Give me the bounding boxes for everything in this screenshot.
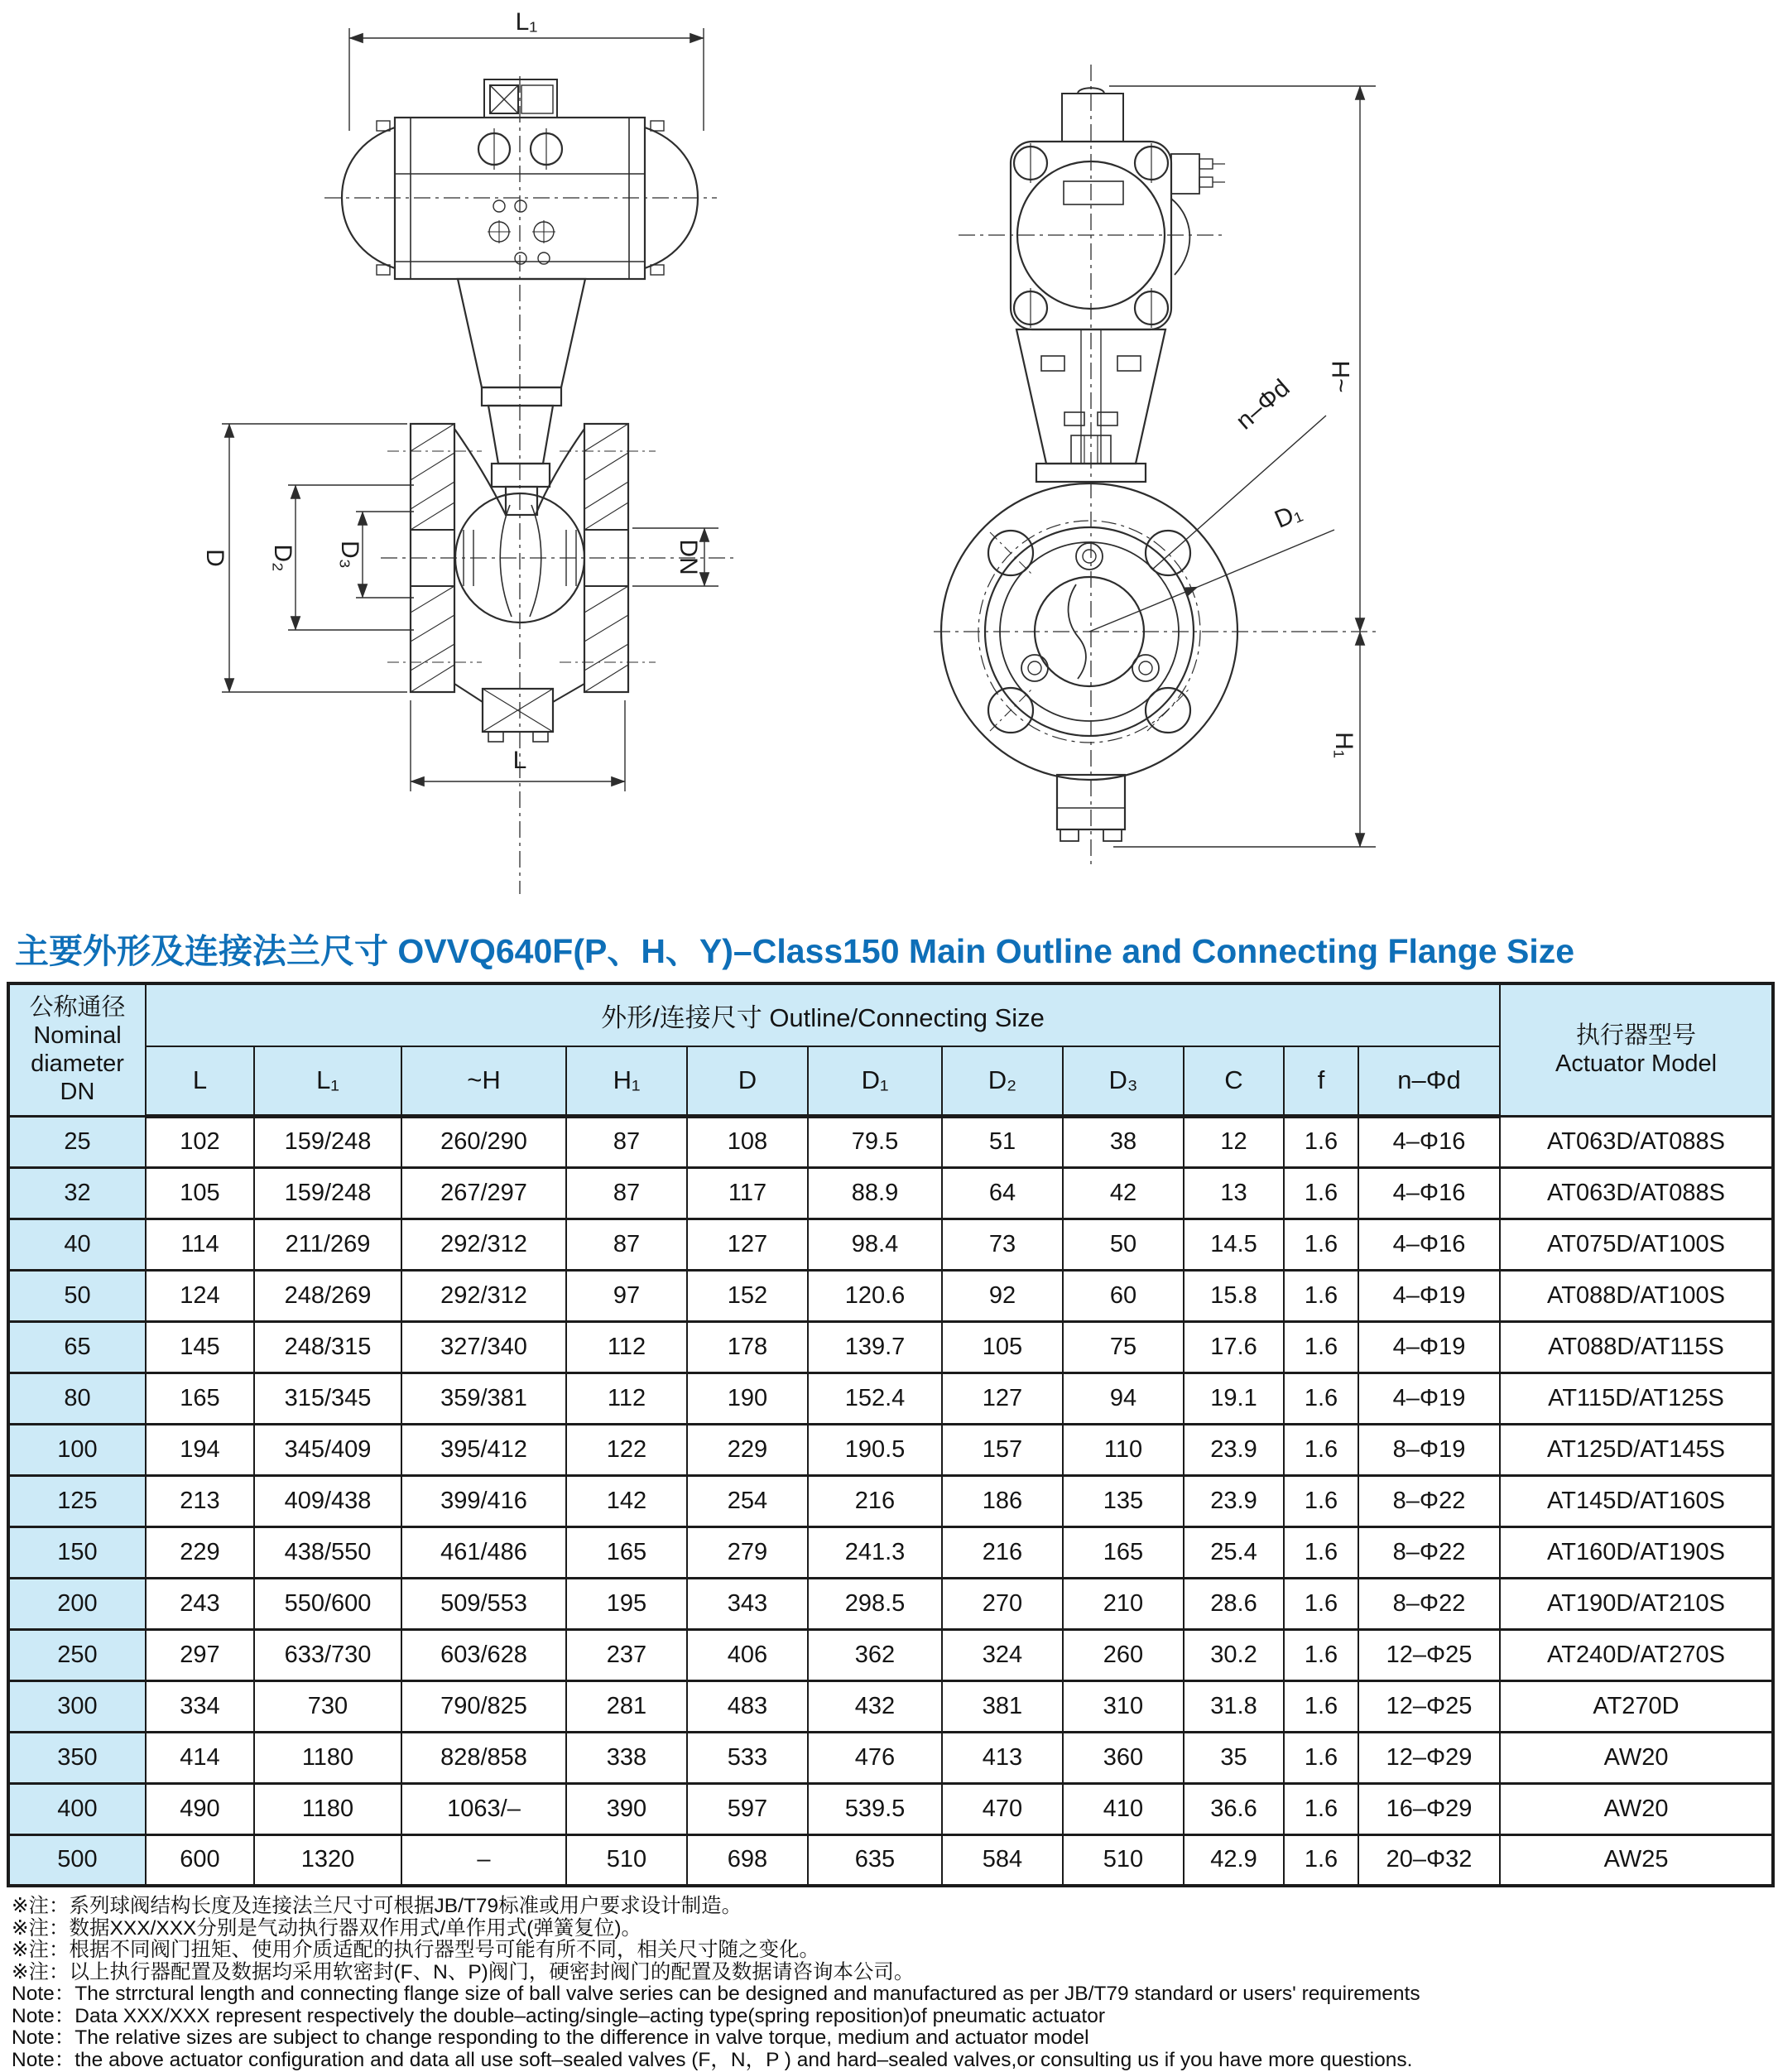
dimension-cell: 152 bbox=[687, 1270, 808, 1321]
dimension-cell: 25.4 bbox=[1184, 1526, 1284, 1578]
dimension-cell: 216 bbox=[808, 1475, 942, 1526]
dimension-cell: 509/553 bbox=[401, 1578, 566, 1629]
dimension-cell: 92 bbox=[942, 1270, 1063, 1321]
column-header-d1: D₁ bbox=[808, 1046, 942, 1116]
dimension-cell: 8–Φ22 bbox=[1358, 1578, 1500, 1629]
table-row bbox=[8, 1475, 1773, 1526]
dimension-cell: – bbox=[401, 1834, 566, 1886]
dimension-cell: 413 bbox=[942, 1732, 1063, 1783]
header-outline-connecting-size: 外形/连接尺寸 Outline/Connecting Size bbox=[146, 983, 1500, 1046]
dimension-cell: 298.5 bbox=[808, 1578, 942, 1629]
dimension-cell: 12 bbox=[1184, 1116, 1284, 1167]
mounting-bracket bbox=[458, 279, 585, 515]
dimension-cell: 1180 bbox=[254, 1783, 401, 1834]
dimension-cell: 1.6 bbox=[1284, 1321, 1358, 1373]
dimension-cell: 584 bbox=[942, 1834, 1063, 1886]
dim-label-h: ~H bbox=[1328, 360, 1355, 393]
dimension-cell: 30.2 bbox=[1184, 1629, 1284, 1680]
note-line: ※注：数据XXX/XXX分别是气动执行器双作用式/单作用式(弹簧复位)。 bbox=[12, 1916, 642, 1940]
actuator-model-cell: AT160D/AT190S bbox=[1500, 1526, 1773, 1578]
dimension-cell: 4–Φ19 bbox=[1358, 1270, 1500, 1321]
dimension-cell: 31.8 bbox=[1184, 1680, 1284, 1732]
page-title: 主要外形及连接法兰尺寸 OVVQ640F(P、H、Y)–Class150 Main Outline and Connecting Flange Size bbox=[15, 932, 1575, 970]
dimension-cell: 4–Φ16 bbox=[1358, 1219, 1500, 1270]
dimension-cell: 260 bbox=[1063, 1629, 1184, 1680]
dn-cell: 25 bbox=[8, 1116, 146, 1167]
note-line: ※注：根据不同阀门扭矩、使用介质适配的执行器型号可能有所不同，相关尺寸随之变化。 bbox=[12, 1939, 820, 1961]
dimension-cell: 124 bbox=[146, 1270, 254, 1321]
column-header-d2: D₂ bbox=[942, 1046, 1063, 1116]
dimension-cell: 73 bbox=[942, 1219, 1063, 1270]
dn-cell: 300 bbox=[8, 1680, 146, 1732]
note-line: Note：The strrctural length and connecting flange size of ball valve series can be designed and manufactured as per JB/T79 standard or users' requirements bbox=[12, 1983, 1420, 2005]
dimension-cell: 292/312 bbox=[401, 1219, 566, 1270]
dimension-cell: 190.5 bbox=[808, 1424, 942, 1475]
dimension-cell: 327/340 bbox=[401, 1321, 566, 1373]
dn-cell: 500 bbox=[8, 1834, 146, 1886]
dimension-cell: 229 bbox=[146, 1526, 254, 1578]
dimension-cell: 19.1 bbox=[1184, 1373, 1284, 1424]
dimension-cell: 98.4 bbox=[808, 1219, 942, 1270]
dimension-cell: 281 bbox=[566, 1680, 687, 1732]
dimension-cell: 14.5 bbox=[1184, 1219, 1284, 1270]
dim-label-l1: L₁ bbox=[515, 8, 538, 36]
dimension-cell: 20–Φ32 bbox=[1358, 1834, 1500, 1886]
dimension-cell: 533 bbox=[687, 1732, 808, 1783]
dimension-cell: 8–Φ22 bbox=[1358, 1475, 1500, 1526]
dn-cell: 150 bbox=[8, 1526, 146, 1578]
column-header-h: ~H bbox=[401, 1046, 566, 1116]
table-row bbox=[8, 1270, 1773, 1321]
dimension-cell: 229 bbox=[687, 1424, 808, 1475]
dimension-cell: 87 bbox=[566, 1167, 687, 1219]
actuator-model-cell: AT270D bbox=[1500, 1680, 1773, 1732]
dim-label-d2: D₂ bbox=[269, 544, 296, 572]
note-line: ※注：系列球阀结构长度及连接法兰尺寸可根据JB/T79标准或用户要求设计制造。 bbox=[12, 1895, 742, 1917]
dimension-cell: 157 bbox=[942, 1424, 1063, 1475]
dimension-cell: 343 bbox=[687, 1578, 808, 1629]
dimension-cell: 730 bbox=[254, 1680, 401, 1732]
dimension-cell: 362 bbox=[808, 1629, 942, 1680]
dimension-cell: 633/730 bbox=[254, 1629, 401, 1680]
dimension-cell: 108 bbox=[687, 1116, 808, 1167]
column-header-l1: L₁ bbox=[254, 1046, 401, 1116]
dimension-cell: 510 bbox=[566, 1834, 687, 1886]
dimension-cell: 35 bbox=[1184, 1732, 1284, 1783]
dimension-cell: 600 bbox=[146, 1834, 254, 1886]
table-row bbox=[8, 1167, 1773, 1219]
dim-label-n-phi-d: n–Φd bbox=[1231, 374, 1295, 435]
dimension-cell: 279 bbox=[687, 1526, 808, 1578]
dimension-cell: 122 bbox=[566, 1424, 687, 1475]
header-actuator-line: 执行器型号 bbox=[1576, 1022, 1697, 1050]
dimension-cell: 87 bbox=[566, 1116, 687, 1167]
header-nominal-diameter bbox=[8, 983, 146, 1116]
dimension-cell: 102 bbox=[146, 1116, 254, 1167]
dimension-cell: 211/269 bbox=[254, 1219, 401, 1270]
note-line: Note：the above actuator configuration and data all use soft–sealed valves (F，N，P ) and hard–sealed valves,or consulting us if you have more questions. bbox=[12, 2048, 1413, 2071]
actuator-top-cap bbox=[1062, 88, 1123, 142]
dimension-cell: 270 bbox=[942, 1578, 1063, 1629]
actuator-model-cell: AT145D/AT160S bbox=[1500, 1475, 1773, 1526]
dimension-cell: 483 bbox=[687, 1680, 808, 1732]
note-line: Note：The relative sizes are subject to change responding to the difference in valve torque, medium and actuator model bbox=[12, 2026, 1089, 2049]
dimension-cell: 470 bbox=[942, 1783, 1063, 1834]
dimension-cell: 248/269 bbox=[254, 1270, 401, 1321]
dimension-cell: 345/409 bbox=[254, 1424, 401, 1475]
dimension-cell: 195 bbox=[566, 1578, 687, 1629]
dimension-cell: 267/297 bbox=[401, 1167, 566, 1219]
column-header-d: D bbox=[687, 1046, 808, 1116]
dimension-cell: 635 bbox=[808, 1834, 942, 1886]
dimension-cell: 399/416 bbox=[401, 1475, 566, 1526]
actuator-model-cell: AW20 bbox=[1500, 1783, 1773, 1834]
dimension-cell: 1.6 bbox=[1284, 1629, 1358, 1680]
dimension-cell: 360 bbox=[1063, 1732, 1184, 1783]
dimension-cell: 4–Φ16 bbox=[1358, 1116, 1500, 1167]
header-actuator-model bbox=[1500, 983, 1773, 1116]
dimension-cell: 190 bbox=[687, 1373, 808, 1424]
dimension-cell: 1.6 bbox=[1284, 1475, 1358, 1526]
dimension-cell: 8–Φ19 bbox=[1358, 1424, 1500, 1475]
actuator-model-cell: AT115D/AT125S bbox=[1500, 1373, 1773, 1424]
dimension-cell: 1.6 bbox=[1284, 1680, 1358, 1732]
dimension-cell: 1.6 bbox=[1284, 1219, 1358, 1270]
note-line: ※注：以上执行器配置及数据均采用软密封(F、N、P)阀门，硬密封阀门的配置及数据请咨询本公司。 bbox=[12, 1960, 915, 1983]
dimension-cell: 381 bbox=[942, 1680, 1063, 1732]
header-nominal-line: Nominal bbox=[33, 1022, 122, 1050]
dimension-cell: 1063/– bbox=[401, 1783, 566, 1834]
dimension-cell: 15.8 bbox=[1184, 1270, 1284, 1321]
dimension-cell: 17.6 bbox=[1184, 1321, 1284, 1373]
column-header-l: L bbox=[146, 1046, 254, 1116]
table-row bbox=[8, 1373, 1773, 1424]
dimension-cell: 159/248 bbox=[254, 1167, 401, 1219]
dimension-cell: 4–Φ19 bbox=[1358, 1321, 1500, 1373]
dn-cell: 80 bbox=[8, 1373, 146, 1424]
dim-label-dn: DN bbox=[675, 539, 702, 575]
dimension-cell: 310 bbox=[1063, 1680, 1184, 1732]
dimension-cell: 1.6 bbox=[1284, 1424, 1358, 1475]
dimension-cell: 410 bbox=[1063, 1783, 1184, 1834]
dimension-cell: 145 bbox=[146, 1321, 254, 1373]
actuator-model-cell: AT088D/AT100S bbox=[1500, 1270, 1773, 1321]
dimension-cell: 23.9 bbox=[1184, 1424, 1284, 1475]
dimension-cell: 539.5 bbox=[808, 1783, 942, 1834]
dimension-cell: 476 bbox=[808, 1732, 942, 1783]
side-view-drawing bbox=[201, 8, 738, 894]
solenoid-valve bbox=[464, 79, 579, 118]
dimension-cell: 94 bbox=[1063, 1373, 1184, 1424]
dimension-cell: 828/858 bbox=[401, 1732, 566, 1783]
actuator-model-cell: AT125D/AT145S bbox=[1500, 1424, 1773, 1475]
dimension-cell: 105 bbox=[146, 1167, 254, 1219]
dimension-cell: 42 bbox=[1063, 1167, 1184, 1219]
dimension-cell: 114 bbox=[146, 1219, 254, 1270]
dimension-cell: 237 bbox=[566, 1629, 687, 1680]
dimension-cell: 1.6 bbox=[1284, 1783, 1358, 1834]
dimension-cell: 117 bbox=[687, 1167, 808, 1219]
dimension-cell: 159/248 bbox=[254, 1116, 401, 1167]
dim-label-d: D bbox=[201, 549, 228, 567]
dn-cell: 400 bbox=[8, 1783, 146, 1834]
table-row bbox=[8, 1680, 1773, 1732]
header-nominal-line: 公称通径 bbox=[29, 994, 126, 1022]
dimension-cell: 260/290 bbox=[401, 1116, 566, 1167]
dimension-cell: 213 bbox=[146, 1475, 254, 1526]
dimension-cell: 315/345 bbox=[254, 1373, 401, 1424]
dimension-cell: 194 bbox=[146, 1424, 254, 1475]
dimension-cell: 127 bbox=[687, 1219, 808, 1270]
notes bbox=[12, 1896, 1766, 2071]
dimension-cell: 438/550 bbox=[254, 1526, 401, 1578]
column-header-d3: D₃ bbox=[1063, 1046, 1184, 1116]
dimension-cell: 110 bbox=[1063, 1424, 1184, 1475]
dimension-cell: 406 bbox=[687, 1629, 808, 1680]
table-row bbox=[8, 1424, 1773, 1475]
actuator-model-cell: AT190D/AT210S bbox=[1500, 1578, 1773, 1629]
dim-label-l: L bbox=[512, 747, 527, 774]
dimension-cell: 23.9 bbox=[1184, 1475, 1284, 1526]
dimension-cell: 75 bbox=[1063, 1321, 1184, 1373]
table-row bbox=[8, 1629, 1773, 1680]
dimension-cell: 4–Φ16 bbox=[1358, 1167, 1500, 1219]
dimension-cell: 254 bbox=[687, 1475, 808, 1526]
table-row bbox=[8, 1526, 1773, 1578]
column-header-n-phi-d: n–Φd bbox=[1358, 1046, 1500, 1116]
header-nominal-line: DN bbox=[60, 1079, 95, 1106]
dim-label-d3: D₃ bbox=[336, 541, 363, 569]
dimension-cell: 12–Φ25 bbox=[1358, 1629, 1500, 1680]
dimension-cell: 395/412 bbox=[401, 1424, 566, 1475]
dimension-cell: 13 bbox=[1184, 1167, 1284, 1219]
dimension-cell: 1.6 bbox=[1284, 1167, 1358, 1219]
dimension-cell: 51 bbox=[942, 1116, 1063, 1167]
dn-cell: 250 bbox=[8, 1629, 146, 1680]
dn-cell: 32 bbox=[8, 1167, 146, 1219]
dimension-cell: 88.9 bbox=[808, 1167, 942, 1219]
dimension-cell: 135 bbox=[1063, 1475, 1184, 1526]
dn-cell: 50 bbox=[8, 1270, 146, 1321]
table-row bbox=[8, 1219, 1773, 1270]
dimension-cell: 414 bbox=[146, 1732, 254, 1783]
column-header-h1: H₁ bbox=[566, 1046, 687, 1116]
dimension-cell: 359/381 bbox=[401, 1373, 566, 1424]
dim-label-h1: H₁ bbox=[1330, 732, 1358, 758]
actuator-model-cell: AT063D/AT088S bbox=[1500, 1116, 1773, 1167]
column-header-c: C bbox=[1184, 1046, 1284, 1116]
dimension-cell: 16–Φ29 bbox=[1358, 1783, 1500, 1834]
dimension-cell: 87 bbox=[566, 1219, 687, 1270]
dimensions-table bbox=[7, 982, 1775, 1887]
table-row bbox=[8, 1732, 1773, 1783]
dimension-cell: 186 bbox=[942, 1475, 1063, 1526]
dim-label-d1: D₁ bbox=[1271, 498, 1306, 534]
dimension-cell: 210 bbox=[1063, 1578, 1184, 1629]
dn-cell: 100 bbox=[8, 1424, 146, 1475]
table-body bbox=[8, 1116, 1773, 1886]
dimension-cell: 8–Φ22 bbox=[1358, 1526, 1500, 1578]
dn-cell: 200 bbox=[8, 1578, 146, 1629]
dn-cell: 350 bbox=[8, 1732, 146, 1783]
dimension-cell: 28.6 bbox=[1184, 1578, 1284, 1629]
front-view-drawing bbox=[934, 65, 1381, 868]
dimension-cell: 243 bbox=[146, 1578, 254, 1629]
dn-cell: 40 bbox=[8, 1219, 146, 1270]
dimension-cell: 127 bbox=[942, 1373, 1063, 1424]
header-nominal-line: diameter bbox=[31, 1050, 124, 1078]
dimension-cell: 432 bbox=[808, 1680, 942, 1732]
dimension-cell: 1.6 bbox=[1284, 1732, 1358, 1783]
dimension-cell: 97 bbox=[566, 1270, 687, 1321]
actuator-model-cell: AT075D/AT100S bbox=[1500, 1219, 1773, 1270]
table-row bbox=[8, 1578, 1773, 1629]
dimension-cell: 490 bbox=[146, 1783, 254, 1834]
dimension-cell: 36.6 bbox=[1184, 1783, 1284, 1834]
table-row bbox=[8, 1116, 1773, 1167]
dimension-cell: 105 bbox=[942, 1321, 1063, 1373]
actuator-model-cell: AT240D/AT270S bbox=[1500, 1629, 1773, 1680]
actuator-model-cell: AT063D/AT088S bbox=[1500, 1167, 1773, 1219]
dimension-cell: 1.6 bbox=[1284, 1270, 1358, 1321]
dimension-cell: 698 bbox=[687, 1834, 808, 1886]
actuator-model-cell: AW20 bbox=[1500, 1732, 1773, 1783]
dimension-cell: 60 bbox=[1063, 1270, 1184, 1321]
note-line: Note：Data XXX/XXX represent respectively the double–acting/single–acting type(spring reposition)of pneumatic actuator bbox=[12, 2004, 1106, 2027]
dimension-cell: 390 bbox=[566, 1783, 687, 1834]
dimension-cell: 603/628 bbox=[401, 1629, 566, 1680]
dimension-cell: 597 bbox=[687, 1783, 808, 1834]
dimension-cell: 112 bbox=[566, 1373, 687, 1424]
dn-cell: 125 bbox=[8, 1475, 146, 1526]
table-row bbox=[8, 1783, 1773, 1834]
dimension-cell: 50 bbox=[1063, 1219, 1184, 1270]
dimension-cell: 409/438 bbox=[254, 1475, 401, 1526]
dimension-cell: 12–Φ29 bbox=[1358, 1732, 1500, 1783]
dimension-cell: 324 bbox=[942, 1629, 1063, 1680]
dimension-cell: 248/315 bbox=[254, 1321, 401, 1373]
dimension-cell: 510 bbox=[1063, 1834, 1184, 1886]
dimension-cell: 338 bbox=[566, 1732, 687, 1783]
dimension-cell: 297 bbox=[146, 1629, 254, 1680]
dimension-cell: 216 bbox=[942, 1526, 1063, 1578]
dimension-cell: 165 bbox=[146, 1373, 254, 1424]
technical-drawings bbox=[0, 0, 1778, 906]
actuator-model-cell: AW25 bbox=[1500, 1834, 1773, 1886]
dimension-cell: 1.6 bbox=[1284, 1834, 1358, 1886]
dimension-cell: 4–Φ19 bbox=[1358, 1373, 1500, 1424]
dimension-cell: 120.6 bbox=[808, 1270, 942, 1321]
dimension-cell: 1.6 bbox=[1284, 1116, 1358, 1167]
column-header-f: f bbox=[1284, 1046, 1358, 1116]
dimension-cell: 142 bbox=[566, 1475, 687, 1526]
dimension-cell: 1.6 bbox=[1284, 1526, 1358, 1578]
table-row bbox=[8, 1321, 1773, 1373]
actuator-model-cell: AT088D/AT115S bbox=[1500, 1321, 1773, 1373]
dimension-cell: 1.6 bbox=[1284, 1373, 1358, 1424]
dn-cell: 65 bbox=[8, 1321, 146, 1373]
dimension-cell: 334 bbox=[146, 1680, 254, 1732]
dimension-cell: 139.7 bbox=[808, 1321, 942, 1373]
dimension-cell: 1180 bbox=[254, 1732, 401, 1783]
dimension-cell: 550/600 bbox=[254, 1578, 401, 1629]
dimension-cell: 79.5 bbox=[808, 1116, 942, 1167]
table-row bbox=[8, 1834, 1773, 1886]
dimension-cell: 12–Φ25 bbox=[1358, 1680, 1500, 1732]
table-header bbox=[8, 983, 1773, 1116]
header-actuator-line: Actuator Model bbox=[1555, 1050, 1718, 1078]
dimension-cell: 241.3 bbox=[808, 1526, 942, 1578]
dimension-cell: 152.4 bbox=[808, 1373, 942, 1424]
dimension-cell: 42.9 bbox=[1184, 1834, 1284, 1886]
dimension-cell: 178 bbox=[687, 1321, 808, 1373]
dimension-cell: 38 bbox=[1063, 1116, 1184, 1167]
dimension-cell: 292/312 bbox=[401, 1270, 566, 1321]
dimension-cell: 1.6 bbox=[1284, 1578, 1358, 1629]
dimension-cell: 112 bbox=[566, 1321, 687, 1373]
dimension-cell: 165 bbox=[1063, 1526, 1184, 1578]
dimension-cell: 790/825 bbox=[401, 1680, 566, 1732]
dimension-cell: 1320 bbox=[254, 1834, 401, 1886]
dimension-cell: 165 bbox=[566, 1526, 687, 1578]
dimension-cell: 64 bbox=[942, 1167, 1063, 1219]
dimension-cell: 461/486 bbox=[401, 1526, 566, 1578]
